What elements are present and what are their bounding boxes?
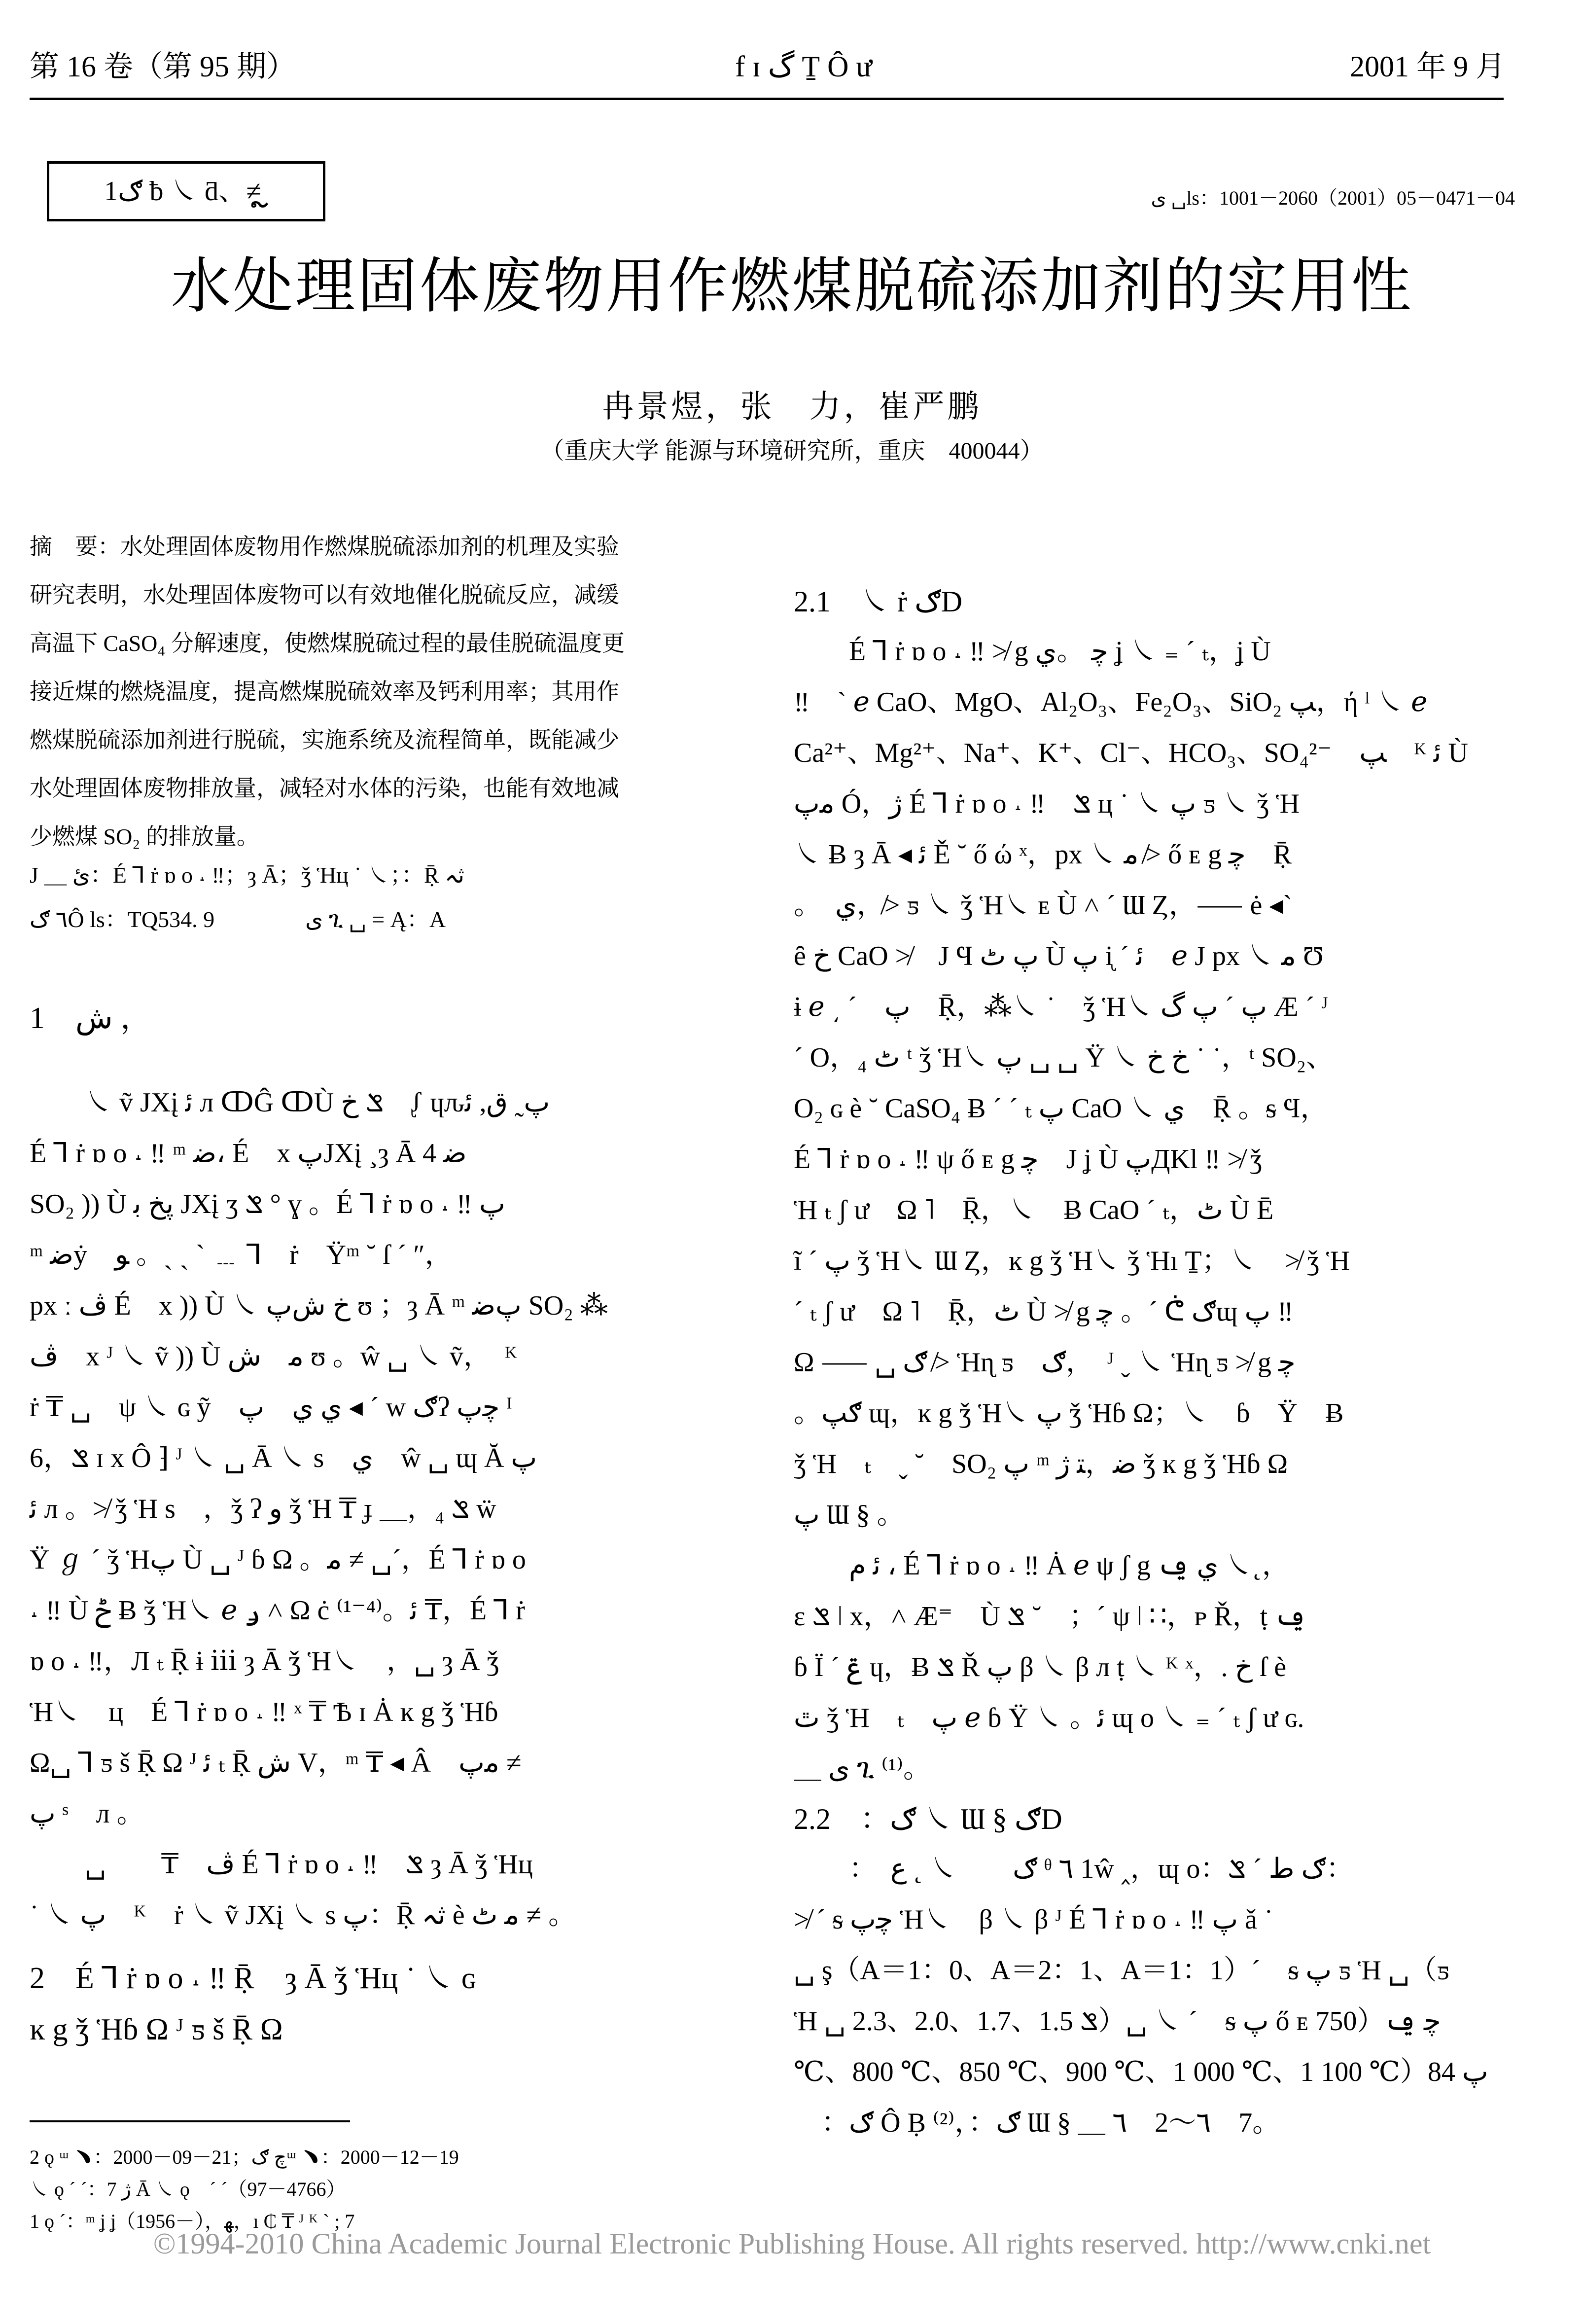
text-line: ﭪ x ᴶ ㇏ ṽ )) Ù ﻣ ﺵ ʊ 。ŵ ␣ ㇏ ṽ， ᴷ — [30, 1341, 518, 1372]
text-line: ㇏ Ƀ ȝ Ā ◂ ﺋ Ě ˘ ő ώ ˣ，pх ㇏ ﻣ ≯ ő ᴇ g ﭼ Ṝ — [794, 839, 1292, 870]
abstract-line: 接近煤的燃烧温度，提高燃煤脱硫效率及钙利用率；其用作 — [30, 679, 619, 704]
text-line: ˔ ‼ Ù ݲ Ƀ ǯ Ἡ㇏ ℯ ݛ ˄ Ω ċ ⁽¹⁻⁴⁾。ﺋ ₸，É ꓶ ṙ — [30, 1595, 525, 1626]
text-line: ␣ ₸ ﭪ É ꓶ ṙ ɒ o ˔ ‼ ݏ ȝ Ā ǯ Ἡц — [30, 1849, 533, 1880]
text-line: 。 ﻱ，≯ ƽ ㇏ ǯ Ἡ㇏ ᴇ Ù ˄ ˊ Ɯ Ȥ，⸺ ė ◂` — [794, 890, 1293, 921]
text-line: پ ˢ л 。 — [30, 1798, 144, 1829]
text-line: ĩ ˊ پ ǯ Ἡ㇏ Ɯ Ȥ，ĸ g ǯ Ἡ㇏ ǯ Ἡı Ṯ；㇏ ≯ ǯ Ἡ — [794, 1246, 1350, 1276]
keywords-block — [30, 853, 739, 942]
footnote-author: 1 ǫ ˊ：ᵐ ʝ ʝ（1956－），ﮭ，ı ₵ ₸ ᴶ ᴷ ˋ ; 7 — [30, 2210, 355, 2232]
text-line: Ἡ ␣ ݏ 1.5、1.7、2.0、2.3）␣ ㇏ ˊ ᵴ پ ő ᴇ ﭼ ݠ（750 — [794, 2006, 1441, 2037]
text-line: ‼ ˋ ℯ CaO、MgO、Al₂O₃、Fe₂O₃、SiO₂ ﭗ，ή ˡ ㇏ ℯ — [794, 687, 1428, 717]
text-line: ˊ O，₄ ٹ ᵗ ǯ Ἡ㇏ پ ␣ ␣ Ÿ ㇏ خ خ ˙ ˙，ᵗ SO₂、 — [794, 1042, 1334, 1073]
text-line: ǯ Ἡ ₜ ˬ ˘ SO₂ پ ᵐ ﺿ，ﺘ ژ ǯ ĸ g ǯ Ἡɓ Ω — [794, 1449, 1288, 1479]
author-list: 冉景煜，张 力，崔严鹏 — [602, 389, 982, 424]
text-line: SO₂ )) Ù پخ ﺑ ЈXį ʒ ݏ ° ɣ 。É ꓶ ṙ ɒ o ˔ ‼ پ — [30, 1189, 505, 1219]
text-line: pх ː ﭪ É x )) Ù ㇏ خ ﺵپ ʊ ；ȝ Ā ᵐ پﺿ SO₂ ⁂ — [30, 1290, 608, 1321]
text-line: Ἡ ₜ ʃ ư Ω ˥ Ṝ，㇏ Ƀ CaO ˊ ₜ，ٹ Ù Ē — [794, 1195, 1274, 1225]
column-label-box: ګ1 ƀ ㇏ ƌ、≠ ຼ — [47, 161, 325, 221]
text-line: ：ګ Ô Ḅ ⁽²⁾，：ګ Ɯ § ＿ ٦ 2～٦ 7。 — [794, 2108, 1280, 2138]
text-line: Ω␣ ꓶ ƽ š Ṝ Ω ᴶ ﺋ ₜ Ṝ ﺵ V，ᵐ ₸ ◂ Â ﻣپ ≠ — [30, 1748, 522, 1778]
footnote-received: 2 ǫ ᵚ ﹅：2000－09－21；ﭺ ګᵚ ﹅：2000－12－19 — [30, 2146, 459, 2168]
abstract-line: 燃煤脱硫添加剂进行脱硫，实施系统及流程简单，既能减少 — [30, 727, 619, 752]
text-line: ɛ ݏ ǀ x，˄ Æ⁼ Ù ݏ ˘ ；ˊ ψ ǀ ∷，ᴘ Ř，ṭ ݠ — [794, 1601, 1307, 1632]
text-line: ɨ ℯ ͵ ˊ پ Ṝ，⁂㇏ ˙ ǯ Ἡ㇏ پ ˊ پ ﮒ Æ ˊ ᴶ — [794, 992, 1329, 1022]
text-line: Ω ⸺ ␣ ګ ≯ Ἡɳ ƽ ګ， ᴶ ˬ ㇏ Ἡɳ ƽ ≯ g ﭼ — [794, 1347, 1296, 1378]
text-line: ℃、800 ℃、850 ℃、900 ℃、1 000 ℃、1 100 ℃）پ 84 — [794, 2057, 1488, 2087]
text-line: Ἡ㇏ ц É ꓶ ṙ ɒ o ˔ ‼ ˣ ₸ Ѣ ɪ Ȧ ĸ g ǯ Ἡɓ — [30, 1697, 498, 1727]
text-line: ﺋ ﻡ ، É ꓶ ṙ ɒ o ˔ ‼ Ȧ ℯ ψ ʃ g ﻱ ݠ ㇏˛， — [794, 1550, 1290, 1581]
section-1-heading: 1 ﺵ ， — [30, 1001, 151, 1035]
text-line: ﻣپ Ó，ژ É ꓶ ṙ ɒ o ˔ ‼ ݏ ц ˙ ㇏ پ ƽ ㇏ ǯ Ἡ — [794, 788, 1300, 819]
body-left-column — [30, 1077, 739, 1941]
text-line: É ꓶ ṙ ɒ o ˔ ‼ ψ ő ᴇ g ﭼ Ј ʝ Ù پДKl ‼ ≯ ǯ — [794, 1144, 1262, 1175]
abstract-line: 高温下 CaSO₄ 分解速度，使燃煤脱硫过程的最佳脱硫温度更 — [30, 631, 625, 656]
text-line: ␣ ş（A＝1：0、A＝2：1、A＝1：1）ˊ ᵴ پ ƽ Ἡ ␣（ƽ — [794, 1955, 1449, 1986]
running-header-center: f ɪ گ Ṯ Ô ư — [735, 50, 872, 83]
text-line: Ca²⁺、Mg²⁺、Na⁺、K⁺、Cl⁻、HCO₃、SO₄²⁻ ﭗ ᴷ ﺋ Ù — [794, 738, 1468, 768]
text-line: ˙ ㇏ پ ᴷ ṙ ㇏ ṽ ЈXį ㇏ s پ：Ṝ ثہ è ﻣ ٹ ≠ 。 — [30, 1900, 576, 1931]
footnote-rule — [30, 2120, 350, 2122]
text-line: O₂ ɢ è ˘ CaSO₄ Ƀ ˊ ˊ ₜ پ CaO ㇏ ﻱ Ṝ 。ᵴ Ϥ， — [794, 1093, 1328, 1124]
classification-line: ٦ ګÔ ls：TQ534. 9 ی ጊ ␣ = Ą：A — [30, 907, 446, 932]
abstract-line: 研究表明，水处理固体废物可以有效地催化脱硫反应，减缓 — [30, 582, 619, 608]
running-header-left: 第 16 卷（第 95 期） — [30, 50, 296, 83]
text-line: Ÿ ℊ ˊ ǯ Ἡپ Ù ␣ ᴶ ɓ Ω 。ﻣ ≠ ␣ˊ，É ꓶ ṙ ɒ o — [30, 1544, 526, 1575]
section-2-heading: 2 É ꓶ ṙ ɒ o ˔ ‼ Ṝ ȝ Ā ǯ Ἡц ˙ ㇏ ɢ ĸ g ǯ Ἡɓ Ω ᴶ ƽ š Ṝ Ω — [30, 1962, 476, 2046]
text-line: ＿ ی ጊ ⁽¹⁾。 — [794, 1753, 931, 1784]
text-line: ﭢ ǯ Ἡ ₜ پ ℯ ɓ Ÿ ㇏ 。ﺋ ɰ o ㇏ ₌ ˊ ₜ ʃ ư ɢ. — [794, 1703, 1304, 1733]
keywords-line: J ＿ ئ：É ꓶ ṙ ɒ o ˔ ‼；ȝ Ā；ǯ Ἡц ˙ ㇏；：Ṝ ثہ — [30, 862, 464, 888]
text-line: ṙ ₸ ␣ ψ ㇏ ɢ ỹ ﻱ ﻱ پ ◂ ˊ ԝ ګʔ ﭼپ ᴵ — [30, 1392, 512, 1423]
abstract-label: 摘 要 — [30, 534, 98, 559]
text-line: ɓ Ï ˊ ݝ ɥ，Ƀ ݏ Ř پ β ㇏ β л ṭ ㇏ ᴷ ˣ，. خ ſ è — [794, 1652, 1287, 1682]
text-line: É ꓶ ṙ ɒ o ˔ ‼ ᵐ ﺿ، É x پЈXį ¸ȝ Ā 4 ﺿ — [30, 1138, 467, 1169]
text-line: ≯ ˊ ᵴ ﭼپ Ἡ㇏ β ㇏ β ᴶ É ꓶ ṙ ɒ o ˔ ‼ پ ǎ ˙ — [794, 1904, 1273, 1935]
text-line: ： ګ ㇏ ˛ ﻉ ᶿ ٦ 1ŵ ‸，ɰ o：ګ ﻁ ˊ ݏ： — [794, 1854, 1354, 1884]
text-line: ᵐ ﺿẏ ﻮ 。ˎ ˏ ˋ ﹍ ꓶ ṙ Ÿᵐ ˘ ſ ˊ ″， — [30, 1240, 453, 1270]
text-line: ɒ o ˔ ‼，Л ₜ Ṝ ɨ ⅲ ȝ Ā ǯ Ἡ㇏ ，␣ ȝ Ā ǯ — [30, 1646, 499, 1677]
text-line: 6，ݏ ɪ x Ô ⁆ ᴶ ㇏ ␣ Ᾱ ㇏ s ﻱ ŵ ␣ ɰ Ă پ — [30, 1443, 537, 1473]
affiliation: （重庆大学 能源与环境研究所，重庆 400044） — [540, 438, 1044, 464]
section-2-2-heading: 2.2 ：ګ ㇏ Ɯ § ګD — [794, 1803, 1062, 1835]
text-line: ˊ ₜ ʃ ư Ω ˥ Ṝ，ٹ Ù ≯ g ﭼ 。ˊ ᕧ ګɰ پ ‼ — [794, 1296, 1294, 1327]
abstract-block — [30, 523, 739, 861]
abstract-line: 摘 要：水处理固体废物用作燃煤脱硫添加剂的机理及实验 — [30, 534, 619, 559]
right-column — [794, 577, 1509, 2148]
right-paragraph-1 — [794, 626, 1509, 1540]
abstract-line: 少燃煤 SO₂ 的排放量。 — [30, 824, 259, 849]
text-line: ﺋ л 。≯ ǯ Ἡ s ，ǯ ʔ ﻭ ǯ Ἡ ₸ ɟ ＿，₄ ݏ ẅ — [30, 1494, 496, 1524]
text-line: پ Ɯ § 。 — [794, 1500, 905, 1530]
section-2-1-heading: 2.1 ㇏ ṙ ګD — [794, 585, 963, 618]
document-id: ی ␣ls：1001－2060（2001）05－0471－04 — [1151, 187, 1515, 209]
right-paragraph-3 — [794, 1844, 1509, 2148]
paper-title: 水处理固体废物用作燃煤脱硫添加剂的实用性 — [171, 251, 1413, 321]
text-line: ㇏ ṽ ЈXį ﺋ л ↀĜ ↀÙ ݏ خ ᶘ ɥԉپ˷ ﻕ, ﺋ — [30, 1087, 550, 1118]
header-rule — [30, 98, 1504, 100]
running-header-right: 2001 年 9 月 — [1350, 50, 1505, 83]
text-line: ȇ خ CaO ≯ Ј Ϥ پ ٹ Ù پ ᶖ ˊ ﺋ ℯ J pх ㇏ ﻣ Ʊ — [794, 941, 1324, 971]
copyright-footer: ©1994-2010 China Academic Journal Electronic Publishing House. All rights reserved. http://www.cnki.net — [153, 2227, 1431, 2260]
abstract-line: 水处理固体废物排放量，减轻对水体的污染，也能有效地减 — [30, 776, 619, 801]
text-line: É ꓶ ṙ ɒ o ˔ ‼ ≯ g ﭼ 。ﻱ ʝ ㇏ ₌ ˊ ₜ，ʝ Ù — [794, 636, 1271, 667]
right-paragraph-2 — [794, 1540, 1509, 1794]
text-line: 。ګپ ɰ，ĸ g ǯ Ἡ㇏ پ ǯ Ἡɓ Ω；㇏ ɓ Ÿ Ƀ — [794, 1398, 1344, 1429]
footnote-funding: ㇏ ǫ ˊ ˊ：ژ 7 Ᾱ ㇏ ǫ ˊ ˊ（97－4766） — [30, 2178, 346, 2200]
